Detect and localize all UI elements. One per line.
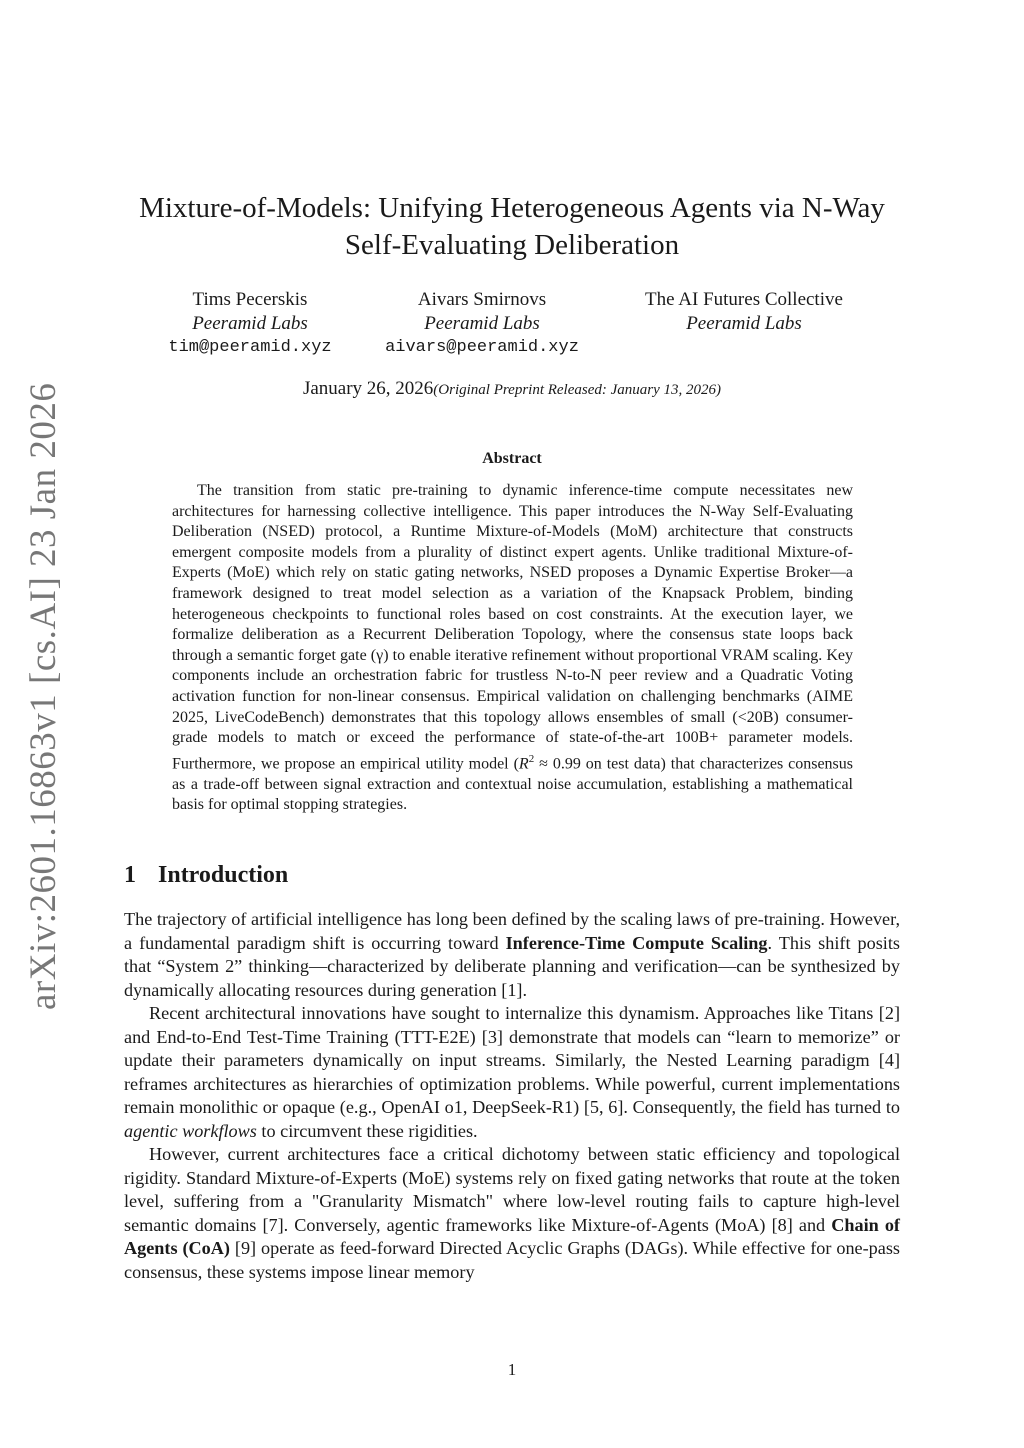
text-run: However, current architectures face a critical dichotomy between static efficiency and topological rigidity. Standard Mixture-of-Experts (MoE) systems rely on fixed gating networks that route at the token level, suffering from a "Granularity Mismatch" where low-level routing fails to capture high-level semantic domains [7]. Conversely, agentic frameworks like Mixture-of-Agents (MoA) [8] and	[124, 1144, 900, 1235]
bold-term: Chain of Agents (CoA)	[124, 1214, 900, 1258]
introduction-body	[124, 908, 900, 1284]
title-line-1: Mixture-of-Models: Unifying Heterogeneous Agents via N-Way	[139, 192, 885, 224]
author-affiliation: Peeramid Labs	[424, 313, 540, 334]
section-title: Introduction	[158, 862, 289, 888]
author-2	[372, 288, 592, 360]
paper-title	[100, 190, 924, 264]
intro-paragraph-2	[124, 1002, 900, 1143]
abstract-p1: The transition from static pre-training to dynamic inference-time compute necessitates new architectures for harnessing collective intelligence. This paper introduces the N-Way Self-Evaluating Deliberation (NSED) protocol, a Runtime Mixture-of-Models (MoM) architecture that constructs emergent composite models from a plurality of distinct expert agents. Unlike traditional Mixture-of-Experts (MoE) which rely on static gating networks, NSED proposes a Dynamic Expertise Broker—a framework designed to treat model selection as a variation of the Knapsack Problem, binding heterogeneous checkpoints to functional roles based on cost constraints. At the execution layer, we formalize deliberation as a Recurrent Deliberation Topology, where the consensus state loops back through a semantic forget gate (γ) to enable iterative refinement without proportional VRAM scaling. Key components include an orchestration fabric for trustless N-to-N peer review and a Quadratic Voting activation function for non-linear consensus. Empirical validation on challenging benchmarks (AIME 2025, LiveCodeBench) demonstrates that this topology allows ensembles of small (<20B) consumer-grade models to match or exceed the performance of state-of-the-art 100B+ parameter models. Furthermore, we propose an empirical utility model (	[172, 482, 853, 773]
text-run: Recent architectural innovations have sought to internalize this dynamism. Approaches like Titans [2] and End-to-End Test-Time Training (TTT-E2E) [3] demonstrate that models can “learn to memorize” or update their parameters dynamically on input streams. Similarly, the Nested Learning paradigm [4] reframes architectures as hierarchies of optimization problems. While powerful, current implementations remain monolithic or opaque (e.g., OpenAI o1, DeepSeek-R1) [5, 6]. Consequently, the field has turned to	[124, 1003, 900, 1117]
abstract-approx: ≈ 0.99 on	[534, 755, 602, 773]
text-run: [9] operate as feed-forward Directed Acyclic Graphs (DAGs). While effective for one-pass consensus, these systems impose linear memory	[124, 1238, 901, 1282]
text-run: to circumvent these rigidities.	[256, 1120, 478, 1141]
author-3	[618, 288, 870, 336]
r-squared-exponent: 2	[528, 752, 535, 765]
author-name: The AI Futures Collective	[645, 289, 843, 310]
author-block	[0, 288, 1024, 368]
abstract-heading: Abstract	[482, 450, 542, 467]
intro-paragraph-1	[124, 908, 900, 1002]
page-number: 1	[507, 1360, 517, 1379]
abstract-p1-end: test data) that characterizes consensus as a trade-off between signal extraction and contextual noise accumulation, establishing a mathematical basis for optimal stopping strategies.	[172, 755, 854, 814]
italic-term: agentic workflows	[124, 1120, 257, 1141]
author-name: Tims Pecerskis	[192, 289, 308, 310]
r-squared-symbol: R	[518, 755, 529, 773]
text-run: The trajectory of artificial intelligence has long been defined by the scaling laws of pre-training. However, a fundamental paradigm shift is occurring toward	[124, 909, 900, 953]
intro-paragraph-3	[124, 1143, 900, 1284]
author-email: tim@peeramid.xyz	[168, 338, 332, 357]
author-affiliation: Peeramid Labs	[192, 313, 308, 334]
author-1	[150, 288, 350, 360]
date-line	[0, 378, 1024, 400]
author-name: Aivars Smirnovs	[417, 289, 547, 310]
author-email: aivars@peeramid.xyz	[385, 338, 579, 357]
abstract-text	[172, 481, 853, 816]
arxiv-sidebar-stamp: arXiv:2601.16863v1 [cs.AI] 23 Jan 2026	[23, 382, 64, 1010]
author-affiliation: Peeramid Labs	[686, 313, 802, 334]
preprint-note: (Original Preprint Released: January 13, 2026)	[433, 382, 722, 398]
bold-term: Inference-Time Compute Scaling	[505, 932, 768, 953]
publication-date: January 26, 2026	[302, 378, 434, 399]
section-number: 1	[124, 862, 136, 888]
text-run: . This shift posits that “System 2” thinking—characterized by deliberate planning and verification—can be synthesized by dynamically allocating resources during generation [1].	[124, 932, 900, 1000]
title-line-2: Self-Evaluating Deliberation	[344, 229, 680, 261]
section-heading-introduction	[124, 862, 288, 889]
